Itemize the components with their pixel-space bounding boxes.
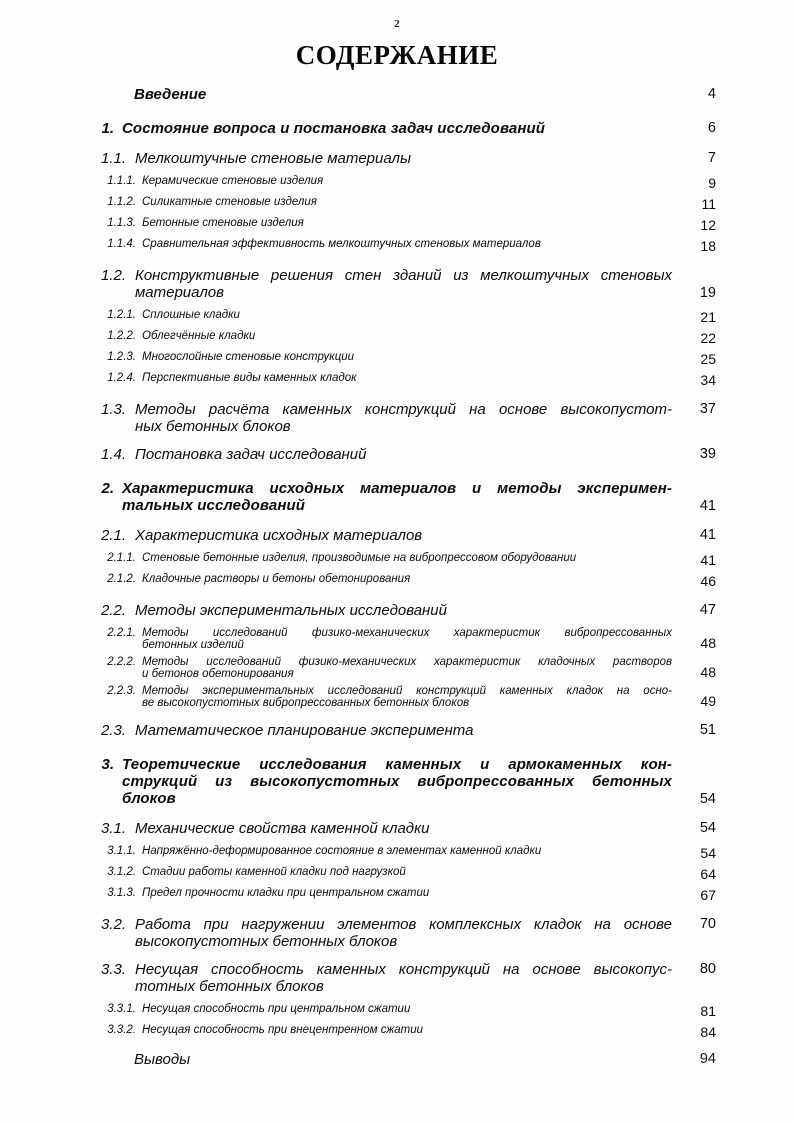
toc-entry[interactable] [96,602,716,619]
toc-entry[interactable] [96,527,716,544]
toc-entry[interactable] [96,627,716,651]
toc-entry-page: 48 [700,664,716,680]
toc-entry-title: Стеновые бетонные изделия, производимые на вибропрессовом оборудовании [142,552,577,564]
toc-entry-number: 1.2.4. [107,372,136,384]
toc-entry-number: 1.4. [100,446,126,463]
toc-entry-number: 2.2.1. [107,627,136,639]
toc-entry-page: 46 [700,573,716,589]
toc-entry[interactable] [96,845,716,861]
toc-entry-page: 54 [699,820,716,836]
toc-entry-page: 18 [700,238,716,254]
toc-entry-title: Мелкоштучные стеновые материалы [135,150,412,167]
page-number-folio: 2 [394,18,400,30]
toc-entry-title: Керамические стеновые изделия [142,175,324,187]
toc-entry-title: Выводы [134,1051,191,1068]
toc-entry-number: 2.1.1. [107,552,136,564]
toc-entry[interactable] [96,120,716,137]
toc-entry-title: Облегчённые кладки [142,330,256,342]
toc-entry-page: 39 [699,446,716,462]
table-of-contents [96,86,716,1068]
toc-entry-page: 67 [700,887,716,903]
toc-entry-number: 2.3. [100,722,126,739]
toc-entry-page: 81 [700,1003,716,1019]
toc-entry-page: 64 [700,866,716,882]
toc-entry[interactable] [96,86,716,103]
toc-entry[interactable] [96,756,716,807]
toc-entry-number: 3.3.1. [107,1003,136,1015]
toc-entry-title: Силикатные стеновые изделия [142,196,317,208]
toc-entry-title: Методы экспериментальных исследований конструкций каменных кладок на осно- ве высокопустотных вибропрессованных бетонных блоков [142,685,672,709]
toc-entry-title: Механические свойства каменной кладки [135,820,430,837]
toc-entry-title: Методы исследований физико-механических характеристик кладочных растворов и бетонов обетонирования [142,656,672,680]
toc-entry-number: 1.1.4. [107,238,136,250]
toc-entry-number: 3. [101,756,114,773]
toc-entry-page: 19 [699,285,716,301]
toc-entry-title: Несущая способность каменных конструкций на основе высокопус- тотных бетонных блоков [135,961,672,995]
toc-entry-page: 54 [700,845,716,861]
toc-entry-number: 3.2. [100,916,126,933]
toc-entry-title: Несущая способность при внецентренном сжатии [142,1024,423,1036]
toc-entry-page: 21 [700,309,716,325]
toc-entry-title: Состояние вопроса и постановка задач исследований [122,120,546,137]
toc-entry-title: Сплошные кладки [142,309,240,321]
toc-entry[interactable] [96,1024,716,1040]
toc-entry-page: 51 [699,722,716,738]
toc-entry-page: 94 [699,1051,716,1067]
toc-entry-number: 1.2. [100,267,126,284]
toc-entry-title: Предел прочности кладки при центральном сжатии [142,887,430,899]
toc-entry-page: 41 [699,527,716,543]
toc-entry-title: Методы экспериментальных исследований [135,602,447,619]
toc-entry-page: 11 [701,196,716,212]
toc-entry[interactable] [96,887,716,903]
toc-entry-title: Методы расчёта каменных конструкций на основе высокопустот- ных бетонных блоков [135,401,672,435]
toc-entry-number: 2.1.2. [107,573,136,585]
toc-entry-number: 1.1.3. [107,217,136,229]
toc-entry-page: 47 [699,602,716,618]
toc-entry-page: 7 [707,150,716,166]
toc-entry-page: 70 [699,916,716,932]
toc-entry[interactable] [96,446,716,463]
toc-entry-title: Введение [134,86,207,103]
toc-entry-title: Постановка задач исследований [135,446,367,463]
toc-entry-title: Математическое планирование эксперимента [135,722,474,739]
toc-entry-number: 2.2.2. [107,656,136,668]
toc-entry-title: Конструктивные решения стен зданий из мелкоштучных стеновых материалов [135,267,672,301]
toc-entry[interactable] [96,196,716,212]
toc-entry-page: 37 [699,401,716,417]
toc-entry-page: 41 [699,498,716,514]
toc-entry-title: Бетонные стеновые изделия [142,217,304,229]
toc-entry-title: Кладочные растворы и бетоны обетонирования [142,573,411,585]
toc-entry-number: 1.1. [100,150,126,167]
toc-entry-title: Многослойные стеновые конструкции [142,351,355,363]
toc-entry-page: 12 [700,217,716,233]
toc-entry-number: 3.1.1. [107,845,136,857]
toc-entry-page: 54 [699,791,716,807]
toc-entry-page: 84 [700,1024,716,1040]
toc-entry-number: 3.1.2. [107,866,136,878]
toc-entry-number: 1.3. [100,401,126,418]
toc-entry[interactable] [96,820,716,837]
toc-entry-title: Методы исследований физико-механических характеристик вибропрессованных бетонных изделий [142,627,672,651]
toc-entry[interactable] [96,866,716,882]
toc-entry[interactable] [96,1003,716,1019]
toc-entry[interactable] [96,372,716,388]
toc-entry-page: 41 [700,552,716,568]
toc-entry-page: 22 [700,330,716,346]
toc-entry-title: Характеристика исходных материалов и методы эксперимен- тальных исследований [122,480,672,514]
toc-entry-page: 9 [708,175,716,191]
toc-entry-page: 80 [699,961,716,977]
toc-entry-number: 2.2. [100,602,126,619]
toc-entry[interactable] [96,552,716,568]
toc-entry-page: 25 [700,351,716,367]
toc-entry[interactable] [96,722,716,739]
toc-entry[interactable] [96,267,716,301]
toc-entry-page: 34 [700,372,716,388]
toc-entry[interactable] [96,217,716,233]
toc-entry-title: Несущая способность при центральном сжатии [142,1003,411,1015]
toc-entry[interactable] [96,1051,716,1068]
toc-entry-number: 2.2.3. [107,685,136,697]
toc-entry[interactable] [96,573,716,589]
toc-entry-number: 1.2.1. [107,309,136,321]
toc-entry-number: 3.3.2. [107,1024,136,1036]
toc-entry-title: Напряжённо-деформированное состояние в элементах каменной кладки [142,845,542,857]
toc-entry[interactable] [96,480,716,514]
toc-entry-number: 1.1.1. [107,175,136,187]
toc-entry-page: 4 [707,86,716,102]
toc-entry-number: 2.1. [100,527,126,544]
toc-entry-number: 1. [101,120,114,137]
toc-entry[interactable] [96,309,716,325]
toc-entry-title: Работа при нагружении элементов комплексных кладок на основе высокопустотных бетонных блоков [135,916,672,950]
toc-entry[interactable] [96,351,716,367]
toc-entry-page: 49 [700,693,716,709]
toc-entry-number: 1.1.2. [107,196,136,208]
toc-entry[interactable] [96,656,716,680]
toc-entry-page: 48 [700,635,716,651]
toc-entry[interactable] [96,916,716,950]
toc-entry[interactable] [96,685,716,709]
toc-entry[interactable] [96,401,716,435]
toc-entry[interactable] [96,238,716,254]
toc-entry-title: Характеристика исходных материалов [135,527,423,544]
toc-entry[interactable] [96,150,716,167]
toc-entry-number: 3.1. [100,820,126,837]
toc-entry[interactable] [96,175,716,191]
toc-entry-number: 3.3. [100,961,126,978]
toc-entry-number: 3.1.3. [107,887,136,899]
toc-entry-number: 1.2.3. [107,351,136,363]
toc-entry-title: Перспективные виды каменных кладок [142,372,357,384]
toc-entry-number: 2. [101,480,114,497]
toc-entry-number: 1.2.2. [107,330,136,342]
page-title: СОДЕРЖАНИЕ [295,40,499,70]
toc-entry[interactable] [96,330,716,346]
toc-entry-title: Сравнительная эффективность мелкоштучных стеновых материалов [142,238,541,250]
toc-entry-title: Теоретические исследования каменных и армокаменных кон- струкций из высокопустотных вибропрессованных бетонных блоков [122,756,672,807]
toc-entry-title: Стадии работы каменной кладки под нагрузкой [142,866,406,878]
toc-entry-page: 6 [707,120,716,136]
toc-entry[interactable] [96,961,716,995]
